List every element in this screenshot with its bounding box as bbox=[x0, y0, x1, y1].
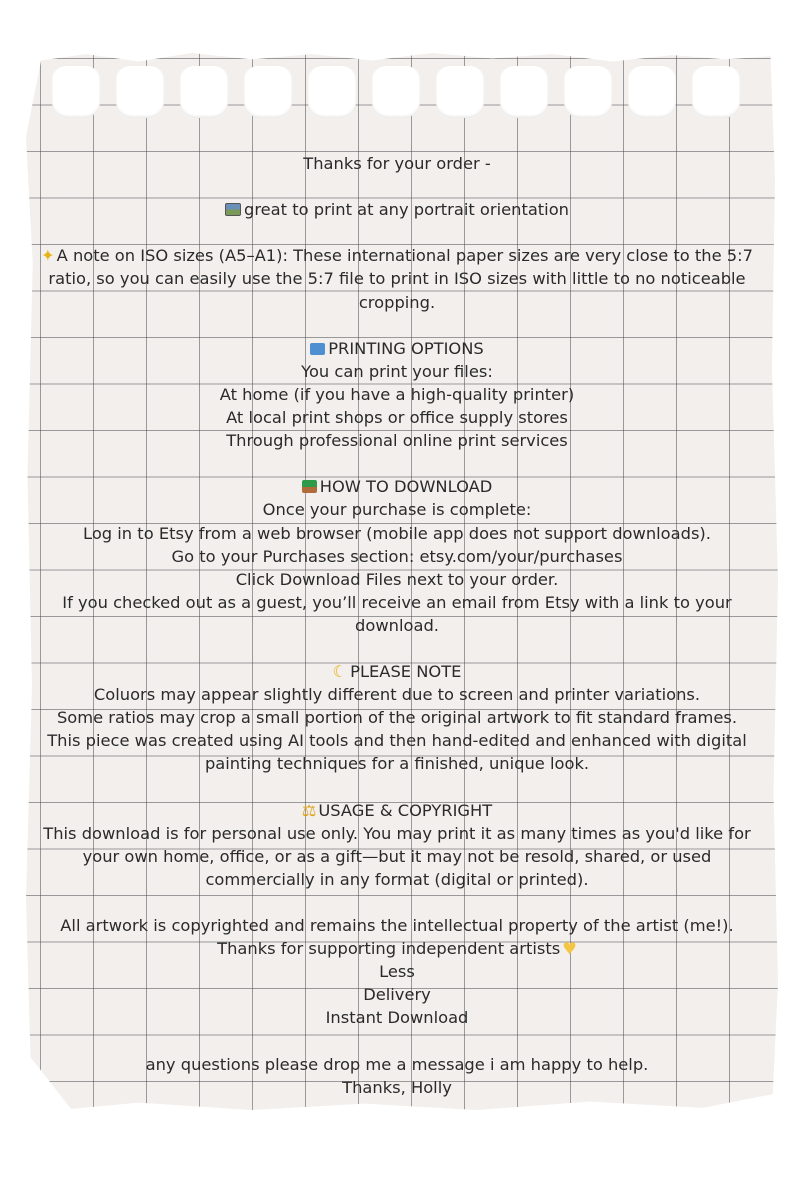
orientation-line: great to print at any portrait orientation bbox=[40, 198, 754, 221]
framed-picture-icon bbox=[225, 203, 241, 216]
binding-hole bbox=[372, 66, 420, 118]
download-line: Click Download Files next to your order. bbox=[235, 569, 559, 589]
binding-hole bbox=[180, 66, 228, 118]
printing-heading: PRINTING OPTIONS bbox=[40, 337, 754, 360]
less-line: Less bbox=[379, 962, 415, 982]
usage-heading: ⚖ USAGE & COPYRIGHT bbox=[301, 800, 493, 820]
printing-line: Through professional online print services bbox=[226, 431, 568, 451]
usage-line: commercially in any format (digital or printed). bbox=[205, 869, 589, 889]
torn-binding-holes bbox=[52, 66, 752, 122]
note-line: This piece was created using AI tools and then hand-edited and enhanced with digital bbox=[47, 731, 747, 751]
thanks-line: Thanks for supporting independent artists ♥ bbox=[217, 939, 577, 959]
note-heading: ☾ PLEASE NOTE bbox=[332, 662, 462, 682]
download-line: Go to your Purchases section: etsy.com/your/purchases bbox=[171, 546, 623, 566]
signature-line: Thanks, Holly bbox=[342, 1077, 452, 1097]
download-heading: HOW TO DOWNLOAD bbox=[40, 475, 754, 498]
intro-line: Thanks for your order - bbox=[303, 154, 491, 173]
download-line: download. bbox=[355, 615, 439, 635]
iso-note-line: ratio, so you can easily use the 5:7 file to print in ISO sizes with little to no noticeable bbox=[48, 269, 746, 289]
printer-icon bbox=[310, 343, 325, 355]
printing-line: At local print shops or office supply stores bbox=[226, 408, 568, 428]
binding-hole bbox=[500, 66, 548, 118]
crescent-moon-icon: ☾ bbox=[332, 662, 348, 682]
delivery-line: Delivery bbox=[363, 985, 431, 1005]
binding-hole bbox=[692, 66, 740, 118]
iso-note-line: ✦ A note on ISO sizes (A5–A1): These international paper sizes are very close to the 5:7 bbox=[40, 246, 754, 266]
copyright-line: All artwork is copyrighted and remains the intellectual property of the artist (me!). bbox=[60, 916, 734, 936]
binding-hole bbox=[52, 66, 100, 118]
inbox-tray-icon bbox=[302, 480, 317, 493]
download-line: Once your purchase is complete: bbox=[262, 500, 532, 520]
iso-note-line: cropping. bbox=[358, 292, 436, 312]
binding-hole bbox=[436, 66, 484, 118]
download-line: If you checked out as a guest, you’ll receive an email from Etsy with a link to your bbox=[62, 592, 732, 612]
binding-hole bbox=[116, 66, 164, 118]
usage-line: This download is for personal use only. You may print it as many times as you'd like for bbox=[43, 823, 751, 843]
note-line: Some ratios may crop a small portion of the original artwork to fit standard frames. bbox=[56, 708, 738, 728]
order-note-text bbox=[40, 152, 754, 1099]
sparkles-icon: ✦ bbox=[40, 246, 55, 266]
download-line: Log in to Etsy from a web browser (mobile app does not support downloads). bbox=[83, 523, 711, 543]
closing-line: any questions please drop me a message i am happy to help. bbox=[145, 1054, 649, 1074]
binding-hole bbox=[308, 66, 356, 118]
note-line: painting techniques for a finished, unique look. bbox=[204, 754, 590, 774]
binding-hole bbox=[628, 66, 676, 118]
note-line: Coluors may appear slightly different due to screen and printer variations. bbox=[93, 685, 701, 705]
yellow-heart-icon: ♥ bbox=[562, 939, 577, 959]
balance-scale-icon: ⚖ bbox=[301, 800, 317, 820]
printing-line: At home (if you have a high-quality printer) bbox=[219, 384, 575, 404]
usage-line: your own home, office, or as a gift—but it may not be resold, shared, or used bbox=[82, 846, 712, 866]
printing-line: You can print your files: bbox=[301, 361, 493, 381]
binding-hole bbox=[564, 66, 612, 118]
instant-download-line: Instant Download bbox=[325, 1008, 469, 1028]
binding-hole bbox=[244, 66, 292, 118]
